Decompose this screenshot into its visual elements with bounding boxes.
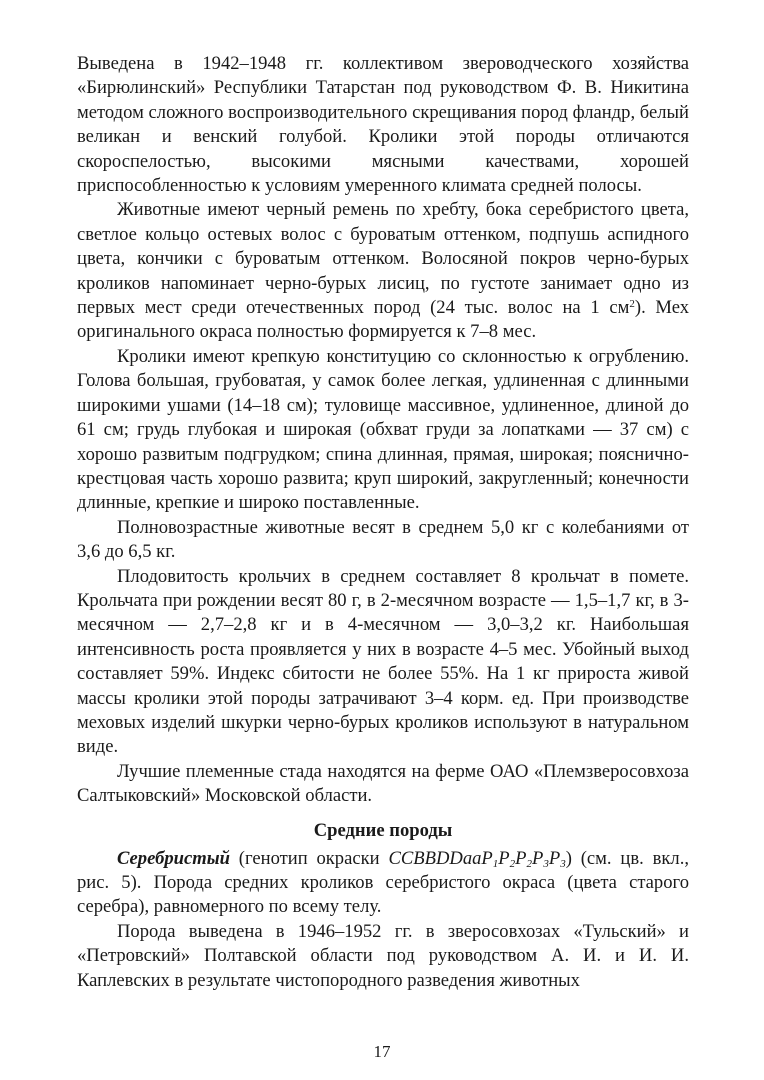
paragraph-coat: [77, 198, 689, 344]
genotype-intro: (генотип окраски: [229, 847, 389, 869]
paragraph-constitution: Кролики имеют крепкую конституцию со склонностью к огрублению. Голова большая, грубоватая, у самок более легкая, удлиненная с длинными широкими ушами (14–18 см); туловище массивное, удлиненное, длиной до 61 см; грудь глубокая и широкая (обхват груди за лопатками — 37 см) с хорошо развитым подгрудком; спина длинная, прямая, широкая; пояснично-крестцовая часть хорошо развита; круп широкий, закругленный; конечности длинные, крепкие и широко поставленные.: [77, 345, 689, 514]
page-text: [77, 52, 689, 993]
paragraph-origin: Выведена в 1942–1948 гг. коллективом звероводческого хозяйства «Бирюлинский» Республики Татарстан под руководством Ф. В. Никитина методом сложного воспроизводительного скрещивания пород фландр, белый великан и венский голубой. Кролики этой породы отличаются скороспелостью, высокими мясными качествами, хорошей приспособленностью к условиям умеренного климата средней полосы.: [77, 53, 689, 197]
paragraph-silver-breed: [77, 847, 689, 920]
page-number: 17: [373, 1042, 391, 1061]
section-heading: Средние породы: [313, 819, 453, 841]
paragraph-silver-origin: Порода выведена в 1946–1952 гг. в зверосовхозах «Тульский» и «Петровский» Полтавской области под руководством А. И. и И. И. Каплевских в результате чистопородного разведения животных: [77, 920, 689, 991]
genotype-formula: $CCBBDDaaP_1P_2P_2P_3P_3$: [388, 847, 566, 870]
paragraph-herds: Лучшие племенные стада находятся на ферме ОАО «Племзверосовхоза Салтыковский» Московской области.: [77, 760, 689, 807]
coat-text-end: ). Мех оригинального окраса полностью формируется к 7–8 мес.: [77, 297, 689, 343]
breed-description: ) (см. цв. вкл., рис. 5). Порода средних кроликов серебристого окраса (цвета старого серебра), равномерного по всему телу.: [77, 847, 690, 918]
paragraph-weight: Полновозрастные животные весят в среднем 5,0 кг с колебаниями от 3,6 до 6,5 кг.: [77, 516, 689, 563]
superscript-2: 2: [629, 298, 635, 311]
paragraph-fertility: Плодовитость крольчих в среднем составляет 8 крольчат в помете. Крольчата при рождении весят 80 г, в 2-месячном возрасте — 1,5–1,7 кг, в 3-месячном — 2,7–2,8 кг и в 4-месячном — 3,0–3,2 кг. Наибольшая интенсивность роста проявляется у них в возрасте 4–5 мес. Убойный выход составляет 59%. Индекс сбитости не более 55%. На 1 кг прироста живой массы кролики этой породы затрачивают 3–4 корм. ед. При производстве меховых изделий шкурки черно-бурых кроликов используют в натуральном виде.: [77, 565, 689, 758]
breed-name: Серебристый: [117, 847, 230, 869]
coat-text-start: Животные имеют черный ремень по хребту, бока серебристого цвета, светлое кольцо остевых волос с буроватым оттенком, подпушь аспидного цвета, кончики с буроватым оттенком. Волосяной покров черно-бурых кроликов напоминает черно-бурых лисиц, по густоте занимает одно из первых мест среди отечественных пород (24 тыс. волос на 1 см: [77, 199, 689, 319]
